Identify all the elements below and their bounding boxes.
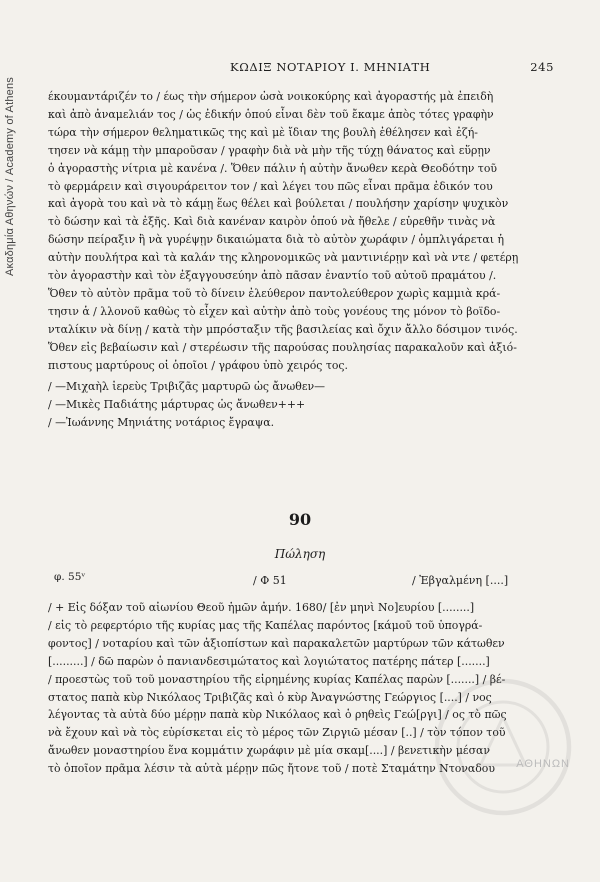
side-watermark: Ακαδημία Αθηνών / Academy of Athens bbox=[4, 76, 16, 276]
text-line: δώσην πείραξιν ἢ νὰ γυρέψῃν δικαιώματα διὰ τὸ αὐτὸν χωράφιν / ὁμπλιγάρεται ἡ bbox=[48, 233, 504, 247]
extracted-reference: / Ἐβγαλμένη [....] bbox=[412, 574, 509, 587]
signature-line: / —Μιχαὴλ ἱερεὺς Τριβιζᾶς μαρτυρῶ ὡς ἄνωθεν— bbox=[48, 380, 325, 393]
library-stamp-icon bbox=[428, 672, 578, 822]
stamp-label: ΑΘΗΝΩΝ bbox=[516, 758, 570, 770]
text-line: Ὅθεν τὸ αὐτὸν πρᾶμα τοῦ τὸ δίνειν ἐλεύθερον παντολεύθερον χωρὶς καμμιὰ κρά- bbox=[48, 286, 501, 300]
text-line: καὶ ἀπὸ ἀναμελιάν τος / ὡς ἐδικήν ὁπού εἶναι δὲν τοῦ ἔκαμε ἀπὸς τότες γραφὴν bbox=[48, 107, 494, 121]
text-line: τησιν ἁ / λλονοῦ καθὼς τὸ εἶχεν καὶ αὐτὴν ἀπὸ τοὺς γονέους της μόνον τὸ βοϊδο- bbox=[48, 304, 501, 318]
text-line: λέγοντας τὰ αὐτὰ δύο μέρῃν παπὰ κὺρ Νικόλαος καὶ ὁ ρηθεὶς Γεώ[ργι] / ος τὸ πῶς bbox=[48, 708, 507, 722]
text-line: πιστους μαρτύρους οἱ ὁποῖοι / γράφου ὑπὸ χειρός τος. bbox=[48, 358, 348, 372]
text-line: Ὅθεν εἰς βεβαίωσιν καὶ / στερέωσιν τῆς παρούσας πουλησίας παρακαλοῦν καὶ ἀξιό- bbox=[48, 340, 517, 354]
text-line: [.........] / δῶ παρὼν ὁ πανιανδεσιμώτατος καὶ λογιώτατος πατέρης πάτερ [.......] bbox=[48, 654, 490, 668]
running-title: ΚΩΔΙΞ ΝΟΤΑΡΙΟΥ Ι. ΜΗΝΙΑΤΗ bbox=[230, 60, 431, 74]
text-line: καὶ ἀγορὰ του καὶ νὰ τὸ κάμῃ ἕως θέλει καὶ βούλεται / πουλήσην χαρίσην ψυχικὸν bbox=[48, 197, 509, 211]
text-line: τώρα τὴν σήμερον θεληματικῶς της καὶ μὲ ἴδιαν της βουλὴ ἐθέλησεν καὶ ἐζή- bbox=[48, 125, 478, 139]
text-line: τὸ δώσην καὶ τὰ ἐξῆς. Καὶ διὰ κανέναν καιρὸν ὁπού νὰ ἤθελε / εὑρεθῆν τινὰς νὰ bbox=[48, 215, 496, 229]
page-number: 245 bbox=[530, 60, 554, 74]
text-block-top bbox=[48, 88, 560, 375]
signature-line: / —Ἰωάννης Μηνιάτης νοτάριος ἔγραψα. bbox=[48, 415, 275, 429]
text-line: φοντος] / νοταρίου καὶ τῶν ἀξιοπίστων καὶ παρακαλετῶν μαρτύρων τῶν κάτωθεν bbox=[48, 636, 505, 650]
text-line: τὸ ὁποῖον πρᾶμα λέσιν τὰ αὐτὰ μέρῃν πῶς ἤτονε τοῦ / ποτὲ Σταμάτην Ντοναδου bbox=[48, 762, 495, 776]
text-line: νταλίκιν νὰ δίνῃ / κατὰ τὴν μπρόσταξιν τῆς βασιλείας καὶ ὄχιν ἄλλο δόσιμον τινός. bbox=[48, 322, 518, 336]
text-line: στατος παπὰ κὺρ Νικόλαος Τριβιζᾶς καὶ ὁ κὺρ Ἀναγνώστης Γεώργιος [....] / νος bbox=[48, 690, 492, 704]
signatures-block bbox=[48, 378, 560, 432]
document-number: 90 bbox=[288, 510, 312, 529]
text-line: ὁ ἀγοραστὴς νίτρια μὲ κανένα /. Ὅθεν πάλιν ἡ αὐτὴν ἄνωθεν κερὰ Θεοδότην τοῦ bbox=[48, 161, 497, 175]
text-line: αὐτὴν πουλήτρα καὶ τὰ καλάν της κληρονομικῶς νὰ μαντινιέρῃν καὶ νὰ ντε / φετέρῃ bbox=[48, 251, 519, 265]
signature-line: / —Μικὲς Παδιάτης μάρτυρας ὡς ἄνωθεν+++ bbox=[48, 397, 306, 411]
text-line: νὰ ἔχουν καὶ νὰ τὸς εὑρίσκεται εἰς τὸ μέρος τῶν Ζιργιῶ μέσαν [..] / τὸν τόπον τοῦ bbox=[48, 726, 506, 740]
phi-reference: / Φ 51 bbox=[253, 574, 287, 587]
text-line: τὸν ἀγοραστὴν καὶ τὸν ἐξαγγουσεύην ἀπὸ πᾶσαν ἐναντίο τοῦ αὐτοῦ πραμάτου /. bbox=[48, 269, 497, 283]
text-line: έκουμαντάριζέν το / έως τὴν σήμερον ὡσὰ νοικοκύρης καὶ ἀγοραστής μὰ ἐπειδὴ bbox=[48, 90, 494, 103]
text-line: / + Εἰς δόξαν τοῦ αἰωνίου Θεοῦ ἡμῶν ἀμήν. 1680/ [ἐν μηνὶ Νο]ευρίου [........] bbox=[48, 601, 475, 614]
document-place-title: Πώληση bbox=[274, 547, 326, 561]
text-line: τησεν νὰ κάμῃ τὴν μπαροῦσαν / γραφὴν διὰ νὰ μὴν τῆς τύχῃ θάνατος καὶ εὕρῃν bbox=[48, 143, 491, 157]
folio-reference: φ. 55ᵛ bbox=[54, 571, 86, 583]
text-line: / εἰς τὸ ρεφερτόριο τῆς κυρίας μας τῆς Καπέλας παρόντος [κάμοῦ τοῦ ὑπογρά- bbox=[48, 618, 483, 632]
text-line: ἄνωθεν μοναστηρίου ἕνα κομμάτιν χωράφιν μὲ μία σκαμ[....] / βενετικὴν μέσαν bbox=[48, 744, 490, 758]
text-line: / προεστὼς τοῦ τοῦ μοναστηρίου τῆς εἰρημένης κυρίας Καπέλας παρὼν [.......] / βέ- bbox=[48, 672, 506, 686]
text-line: τὸ φερμάρειν καὶ σιγουράρειτον τον / καὶ λέγει του πῶς εἶναι πρᾶμα ἐδικόν του bbox=[48, 179, 493, 193]
